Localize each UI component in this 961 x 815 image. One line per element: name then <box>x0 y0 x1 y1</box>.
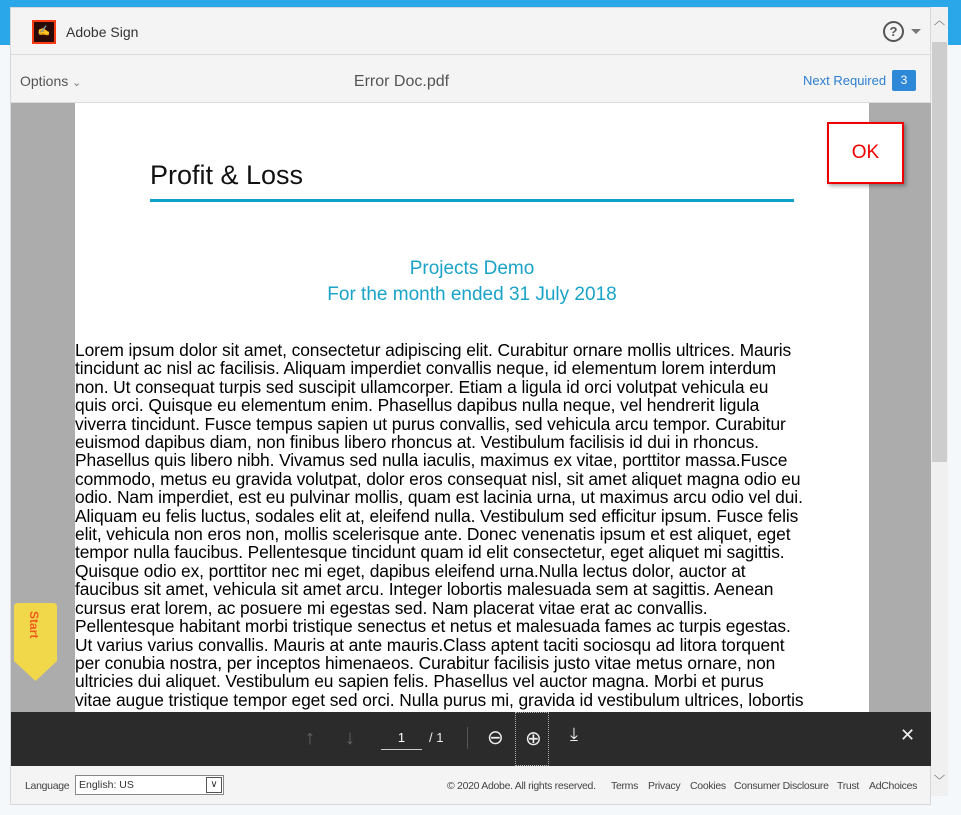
footer-link-privacy[interactable]: Privacy <box>648 780 681 792</box>
vertical-scrollbar[interactable] <box>931 7 948 796</box>
page-number-input[interactable]: 1 <box>381 726 422 750</box>
scroll-up-icon[interactable]: ︿ <box>934 15 945 27</box>
top-accent-bar <box>0 0 961 7</box>
body-text-line: tempor nulla faucibus. Pellentesque tincidunt quam id elit consectetur, eget aliquet mi sagittis. <box>75 542 785 563</box>
signing-window <box>10 7 931 805</box>
body-text-line: euismod dapibus diam, non finibus libero rhoncus at. Vestibulum facilisis id dui in rhoncus. <box>75 432 759 453</box>
footer-link-terms[interactable]: Terms <box>611 780 639 792</box>
body-text-line: quis orci. Quisque eu elementum enim. Phasellus dapibus nulla neque, vel hendrerit ligula <box>75 395 760 416</box>
language-label: Language <box>25 780 70 792</box>
footer-link-cookies[interactable]: Cookies <box>690 780 726 792</box>
body-text-line: ultricies dui aliquet. Vestibulum eu sapien felis. Phasellus vel auctor magna. Morbi et purus <box>75 671 764 692</box>
help-icon[interactable]: ? <box>883 21 904 42</box>
body-text-line: cursus erat lorem, ac posuere mi egestas sed. Nam placerat vitae erat ac convallis. <box>75 597 708 618</box>
close-icon[interactable]: ✕ <box>900 725 916 745</box>
title-underline <box>150 199 794 202</box>
body-text-line: vitae augue tristique tempor eget sed orci. Nulla purus mi, gravida id vestibulum ultrices, lobortis <box>75 689 804 710</box>
document-viewer <box>11 103 932 712</box>
document-name: Error Doc.pdf <box>353 73 450 90</box>
app-header <box>11 8 932 55</box>
options-label: Options <box>20 73 69 89</box>
body-text-line: elit, vehicula non eros non, mollis scelerisque ante. Donec venenatis ipsum et est aliquet, eget <box>75 524 791 545</box>
brand-name: Adobe Sign <box>66 24 139 40</box>
download-icon[interactable]: ⤓ <box>570 724 578 744</box>
scroll-down-icon[interactable]: ﹀ <box>934 775 945 787</box>
body-text-line: Phasellus quis libero nibh. Vivamus sed nulla iaculis, maximus ex vitae, porttitor massa.Fusce <box>75 450 788 471</box>
adobe-sign-logo-icon: ✍ <box>32 20 56 44</box>
body-text <box>75 341 803 709</box>
start-tab-label: Start <box>27 611 41 639</box>
body-text-line: faucibus sit amet, vehicula sit amet arcu. Integer lobortis malesuada sem at sagittis. Aenean <box>75 579 774 600</box>
zoom-in-icon: ⊕ <box>525 728 542 750</box>
company-name: Projects Demo <box>409 258 535 279</box>
next-required-button[interactable]: Next Required <box>803 73 887 88</box>
next-page-arrow-icon[interactable]: ↓ <box>345 727 355 749</box>
start-tab[interactable] <box>14 603 57 681</box>
footer-link-trust[interactable]: Trust <box>837 780 860 792</box>
ok-signature-field[interactable]: OK <box>827 122 904 184</box>
right-accent <box>948 0 961 45</box>
copyright: © 2020 Adobe. All rights reserved. <box>447 780 596 792</box>
body-text-line: Pellentesque habitant morbi tristique senectus et netus et malesuada fames ac turpis egestas. <box>75 616 791 637</box>
footer-link-consumer-disclosure[interactable]: Consumer Disclosure <box>734 780 829 792</box>
previous-page-arrow-icon[interactable]: ↑ <box>305 727 315 749</box>
body-text-line: Lorem ipsum dolor sit amet, consectetur adipiscing elit. Curabitur ornare mollis ultrices. Mauris <box>75 340 792 360</box>
body-text-line: odio. Nam imperdiet, est eu pulvinar mollis, quam est lacinia urna, ut maximus arcu odio vel dui. <box>75 487 803 508</box>
chevron-down-icon: ∨ <box>206 777 222 793</box>
page-total: / 1 <box>429 730 444 745</box>
report-period: For the month ended 31 July 2018 <box>327 284 617 305</box>
body-text-line: Ut varius varius convallis. Mauris at ante mauris.Class aptent taciti sociosqu ad litora torquent <box>75 634 785 655</box>
body-text-line: viverra tincidunt. Fusce tempus sapien ut purus convallis, sed vehicula arcu tempor. Curabitur <box>75 413 786 434</box>
language-select[interactable] <box>75 775 224 795</box>
language-value: English: US <box>79 779 134 791</box>
left-accent <box>0 0 10 45</box>
next-required-count-badge[interactable]: 3 <box>892 70 916 91</box>
body-text-line: per conubia nostra, per inceptos himenaeos. Curabitur facilisis justo vitae metus ornare, non <box>75 652 776 673</box>
zoom-in-button[interactable] <box>515 712 549 766</box>
body-text-line: Quisque odio ex, porttitor nec mi eget, dapibus eleifend urna.Nulla lectus dolor, auctor at <box>75 560 746 581</box>
help-dropdown-caret-icon[interactable] <box>911 29 921 34</box>
footer-link-adchoices[interactable]: AdChoices <box>869 780 918 792</box>
body-text-line: commodo, metus eu gravida volutpat, dolor eros consequat nisl, sit amet aliquet magna odio eu <box>75 468 801 489</box>
scrollbar-thumb[interactable] <box>932 42 947 462</box>
chevron-down-icon: ⌄ <box>72 77 82 89</box>
body-text-line: non. Ut consequat turpis sed suscipit ullamcorper. Etiam a ligula id orci volutpat vehicula eu <box>75 376 769 397</box>
viewer-toolbar <box>11 712 932 766</box>
body-text-line: Aliquam eu felis luctus, sodales elit at, eleifend nulla. Vestibulum sed efficitur ipsum. Fusce felis <box>75 505 799 526</box>
footer <box>11 766 932 806</box>
zoom-out-icon[interactable]: ⊖ <box>487 727 504 749</box>
toolbar-divider <box>467 727 468 749</box>
document-title: Profit & Loss <box>150 160 304 190</box>
document-page <box>75 103 869 712</box>
body-text-line: tincidunt ac nisl ac facilisis. Aliquam imperdiet convallis neque, id elementum lorem interdum <box>75 358 777 379</box>
document-toolbar <box>11 55 932 103</box>
